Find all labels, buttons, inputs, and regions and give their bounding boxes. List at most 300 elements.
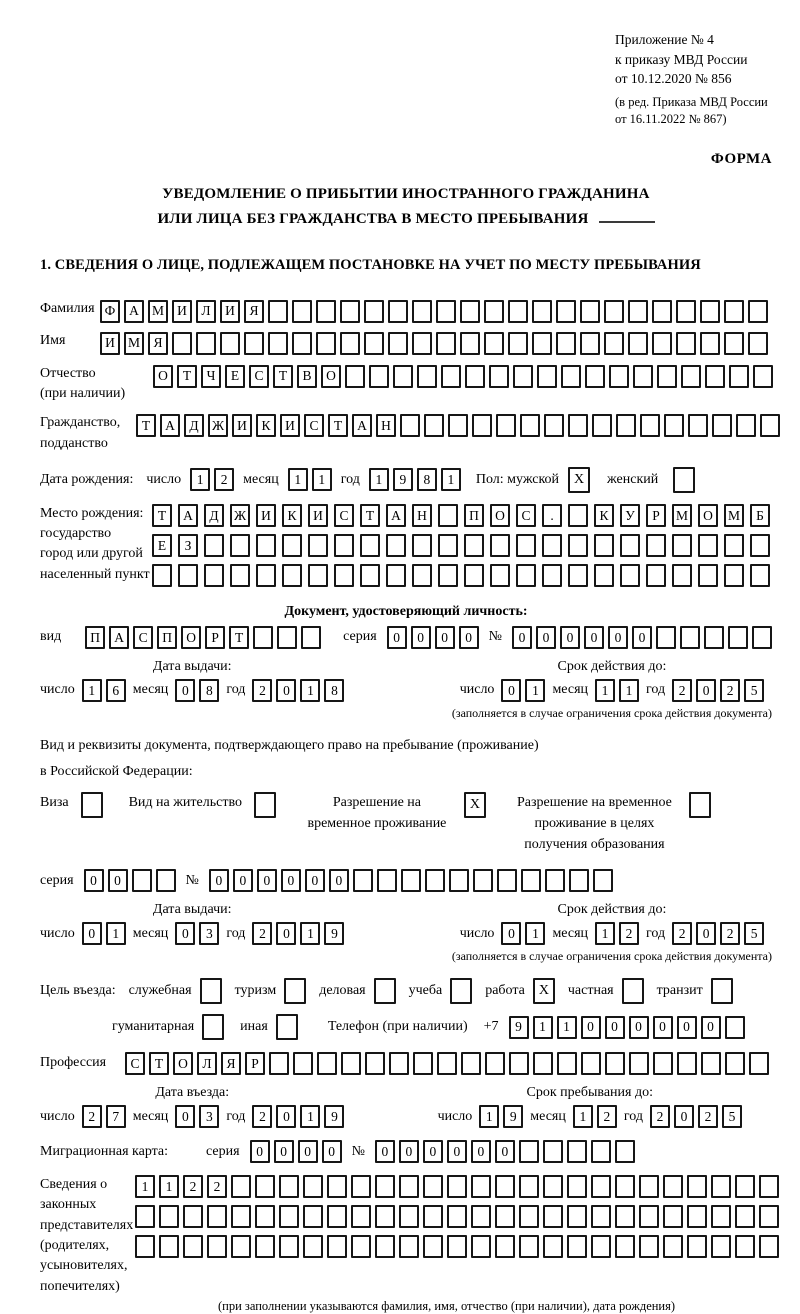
letter-cell[interactable] <box>292 300 312 323</box>
letter-cell[interactable]: Я <box>221 1052 241 1075</box>
letter-cell[interactable] <box>591 1140 611 1163</box>
purpose-rabota-checkbox[interactable]: X <box>533 978 555 1004</box>
letter-cell[interactable] <box>620 534 640 557</box>
letter-cell[interactable] <box>485 1052 505 1075</box>
issue-month-cells[interactable] <box>175 679 219 702</box>
letter-cell[interactable]: 1 <box>533 1016 553 1039</box>
letter-cell[interactable]: 1 <box>525 679 545 702</box>
letter-cell[interactable] <box>460 300 480 323</box>
letter-cell[interactable]: Т <box>152 504 172 527</box>
letter-cell[interactable]: 0 <box>233 869 253 892</box>
letter-cell[interactable] <box>159 1205 179 1228</box>
letter-cell[interactable]: Д <box>184 414 204 437</box>
letter-cell[interactable]: 9 <box>324 922 344 945</box>
letter-cell[interactable]: 2 <box>672 679 692 702</box>
letter-cell[interactable] <box>413 1052 433 1075</box>
letter-cell[interactable] <box>698 564 718 587</box>
letter-cell[interactable] <box>360 564 380 587</box>
letter-cell[interactable]: 0 <box>281 869 301 892</box>
residence-permit-checkbox[interactable] <box>254 792 276 818</box>
letter-cell[interactable]: С <box>334 504 354 527</box>
letter-cell[interactable] <box>561 365 581 388</box>
letter-cell[interactable] <box>567 1140 587 1163</box>
letter-cell[interactable] <box>759 1175 779 1198</box>
letter-cell[interactable]: 1 <box>595 922 615 945</box>
letter-cell[interactable] <box>334 564 354 587</box>
letter-cell[interactable]: 0 <box>701 1016 721 1039</box>
letter-cell[interactable]: Я <box>148 332 168 355</box>
letter-cell[interactable]: 1 <box>135 1175 155 1198</box>
letter-cell[interactable]: 0 <box>329 869 349 892</box>
letter-cell[interactable] <box>591 1235 611 1258</box>
letter-cell[interactable]: 2 <box>183 1175 203 1198</box>
letter-cell[interactable] <box>513 365 533 388</box>
letter-cell[interactable]: 1 <box>190 468 210 491</box>
letter-cell[interactable]: Т <box>229 626 249 649</box>
letter-cell[interactable]: С <box>516 504 536 527</box>
letter-cell[interactable] <box>633 365 653 388</box>
letter-cell[interactable] <box>735 1235 755 1258</box>
letter-cell[interactable] <box>135 1205 155 1228</box>
letter-cell[interactable] <box>615 1175 635 1198</box>
letter-cell[interactable] <box>594 564 614 587</box>
letter-cell[interactable]: Т <box>360 504 380 527</box>
letter-cell[interactable] <box>640 414 660 437</box>
letter-cell[interactable] <box>303 1235 323 1258</box>
letter-cell[interactable] <box>183 1235 203 1258</box>
letter-cell[interactable] <box>438 564 458 587</box>
letter-cell[interactable]: 1 <box>441 468 461 491</box>
residence-valid-year-cells[interactable] <box>672 922 764 945</box>
purpose-ucheba-checkbox[interactable] <box>450 978 472 1004</box>
letter-cell[interactable] <box>495 1175 515 1198</box>
letter-cell[interactable] <box>495 1205 515 1228</box>
letter-cell[interactable] <box>735 1175 755 1198</box>
letter-cell[interactable] <box>646 534 666 557</box>
letter-cell[interactable] <box>556 332 576 355</box>
letter-cell[interactable]: 0 <box>536 626 556 649</box>
letter-cell[interactable] <box>417 365 437 388</box>
letter-cell[interactable] <box>616 414 636 437</box>
letter-cell[interactable] <box>256 564 276 587</box>
letter-cell[interactable]: 2 <box>720 922 740 945</box>
letter-cell[interactable] <box>568 414 588 437</box>
letter-cell[interactable]: А <box>109 626 129 649</box>
letter-cell[interactable] <box>255 1175 275 1198</box>
letter-cell[interactable] <box>605 1052 625 1075</box>
letter-cell[interactable]: 9 <box>393 468 413 491</box>
purpose-chastnaya-checkbox[interactable] <box>622 978 644 1004</box>
letter-cell[interactable] <box>646 564 666 587</box>
stay-day-cells[interactable] <box>479 1105 523 1128</box>
letter-cell[interactable]: У <box>620 504 640 527</box>
letter-cell[interactable]: 2 <box>597 1105 617 1128</box>
letter-cell[interactable]: 0 <box>274 1140 294 1163</box>
letter-cell[interactable] <box>681 365 701 388</box>
letter-cell[interactable]: О <box>173 1052 193 1075</box>
letter-cell[interactable]: Р <box>205 626 225 649</box>
letter-cell[interactable] <box>677 1052 697 1075</box>
letter-cell[interactable] <box>701 1052 721 1075</box>
letter-cell[interactable]: А <box>160 414 180 437</box>
letter-cell[interactable] <box>399 1235 419 1258</box>
birth-month-cells[interactable] <box>288 468 332 491</box>
letter-cell[interactable]: Н <box>412 504 432 527</box>
letter-cell[interactable]: 3 <box>199 922 219 945</box>
letter-cell[interactable] <box>399 1175 419 1198</box>
letter-cell[interactable]: А <box>352 414 372 437</box>
letter-cell[interactable] <box>132 869 152 892</box>
entry-month-cells[interactable] <box>175 1105 219 1128</box>
letter-cell[interactable]: П <box>464 504 484 527</box>
letter-cell[interactable] <box>345 365 365 388</box>
letter-cell[interactable] <box>593 869 613 892</box>
letter-cell[interactable] <box>519 1205 539 1228</box>
letter-cell[interactable] <box>386 564 406 587</box>
letter-cell[interactable]: 1 <box>595 679 615 702</box>
letter-cell[interactable] <box>543 1205 563 1228</box>
letter-cell[interactable] <box>196 332 216 355</box>
letter-cell[interactable]: 0 <box>276 679 296 702</box>
letter-cell[interactable] <box>615 1140 635 1163</box>
letter-cell[interactable]: 0 <box>581 1016 601 1039</box>
letter-cell[interactable] <box>750 534 770 557</box>
letter-cell[interactable] <box>364 332 384 355</box>
migration-series-cells[interactable] <box>250 1140 342 1163</box>
letter-cell[interactable] <box>438 504 458 527</box>
letter-cell[interactable]: 5 <box>744 679 764 702</box>
profession-cells[interactable] <box>125 1052 769 1075</box>
migration-number-cells[interactable] <box>375 1140 635 1163</box>
letter-cell[interactable] <box>351 1175 371 1198</box>
letter-cell[interactable] <box>490 534 510 557</box>
letter-cell[interactable] <box>400 414 420 437</box>
birth-place-cells-row2[interactable] <box>152 534 770 557</box>
letter-cell[interactable] <box>135 1235 155 1258</box>
letter-cell[interactable]: М <box>124 332 144 355</box>
entry-year-cells[interactable] <box>252 1105 344 1128</box>
phone-cells[interactable] <box>509 1016 745 1039</box>
letter-cell[interactable]: 0 <box>501 922 521 945</box>
entry-day-cells[interactable] <box>82 1105 126 1128</box>
letter-cell[interactable]: С <box>133 626 153 649</box>
male-checkbox[interactable]: X <box>568 467 590 493</box>
letter-cell[interactable]: О <box>698 504 718 527</box>
purpose-tranzit-checkbox[interactable] <box>711 978 733 1004</box>
letter-cell[interactable] <box>568 534 588 557</box>
letter-cell[interactable] <box>639 1175 659 1198</box>
letter-cell[interactable] <box>728 626 748 649</box>
letter-cell[interactable]: Ч <box>201 365 221 388</box>
letter-cell[interactable] <box>516 534 536 557</box>
purpose-turizm-checkbox[interactable] <box>284 978 306 1004</box>
birth-place-cells-row3[interactable] <box>152 564 770 587</box>
letter-cell[interactable]: 0 <box>108 869 128 892</box>
letter-cell[interactable] <box>334 534 354 557</box>
legal-reps-cells-row3[interactable] <box>135 1235 779 1258</box>
letter-cell[interactable]: 1 <box>159 1175 179 1198</box>
letter-cell[interactable] <box>351 1205 371 1228</box>
letter-cell[interactable] <box>308 564 328 587</box>
letter-cell[interactable] <box>230 534 250 557</box>
letter-cell[interactable] <box>231 1175 251 1198</box>
letter-cell[interactable] <box>156 869 176 892</box>
letter-cell[interactable]: 1 <box>300 679 320 702</box>
letter-cell[interactable] <box>676 332 696 355</box>
letter-cell[interactable]: З <box>178 534 198 557</box>
letter-cell[interactable]: И <box>232 414 252 437</box>
letter-cell[interactable] <box>542 564 562 587</box>
letter-cell[interactable] <box>759 1205 779 1228</box>
letter-cell[interactable] <box>653 1052 673 1075</box>
letter-cell[interactable] <box>460 332 480 355</box>
letter-cell[interactable]: 1 <box>300 922 320 945</box>
letter-cell[interactable]: 0 <box>375 1140 395 1163</box>
letter-cell[interactable] <box>423 1235 443 1258</box>
letter-cell[interactable]: Т <box>149 1052 169 1075</box>
temp-residence-checkbox[interactable]: X <box>464 792 486 818</box>
letter-cell[interactable] <box>437 1052 457 1075</box>
purpose-delovaya-checkbox[interactable] <box>374 978 396 1004</box>
letter-cell[interactable] <box>604 300 624 323</box>
letter-cell[interactable] <box>569 869 589 892</box>
letter-cell[interactable]: 0 <box>322 1140 342 1163</box>
letter-cell[interactable]: Ж <box>208 414 228 437</box>
letter-cell[interactable]: 0 <box>629 1016 649 1039</box>
female-checkbox[interactable] <box>673 467 695 493</box>
letter-cell[interactable] <box>496 414 516 437</box>
letter-cell[interactable]: 2 <box>698 1105 718 1128</box>
letter-cell[interactable]: 2 <box>650 1105 670 1128</box>
letter-cell[interactable]: Ф <box>100 300 120 323</box>
letter-cell[interactable] <box>447 1235 467 1258</box>
letter-cell[interactable] <box>663 1235 683 1258</box>
letter-cell[interactable] <box>423 1175 443 1198</box>
letter-cell[interactable]: С <box>249 365 269 388</box>
letter-cell[interactable] <box>388 300 408 323</box>
letter-cell[interactable] <box>364 300 384 323</box>
letter-cell[interactable]: 0 <box>512 626 532 649</box>
letter-cell[interactable]: 1 <box>557 1016 577 1039</box>
letter-cell[interactable] <box>447 1205 467 1228</box>
letter-cell[interactable]: 0 <box>677 1016 697 1039</box>
letter-cell[interactable]: О <box>153 365 173 388</box>
letter-cell[interactable]: 0 <box>305 869 325 892</box>
letter-cell[interactable] <box>489 365 509 388</box>
letter-cell[interactable] <box>436 300 456 323</box>
letter-cell[interactable]: К <box>282 504 302 527</box>
letter-cell[interactable] <box>316 332 336 355</box>
letter-cell[interactable]: Р <box>245 1052 265 1075</box>
letter-cell[interactable] <box>591 1175 611 1198</box>
letter-cell[interactable] <box>724 332 744 355</box>
letter-cell[interactable] <box>256 534 276 557</box>
letter-cell[interactable]: 0 <box>276 922 296 945</box>
letter-cell[interactable]: Т <box>328 414 348 437</box>
letter-cell[interactable] <box>592 414 612 437</box>
letter-cell[interactable] <box>556 300 576 323</box>
letter-cell[interactable]: 0 <box>82 922 102 945</box>
letter-cell[interactable]: 0 <box>250 1140 270 1163</box>
letter-cell[interactable] <box>327 1205 347 1228</box>
letter-cell[interactable] <box>543 1175 563 1198</box>
letter-cell[interactable] <box>628 332 648 355</box>
residence-number-cells[interactable] <box>209 869 613 892</box>
letter-cell[interactable] <box>676 300 696 323</box>
letter-cell[interactable] <box>412 332 432 355</box>
letter-cell[interactable]: М <box>148 300 168 323</box>
letter-cell[interactable] <box>412 564 432 587</box>
letter-cell[interactable] <box>471 1235 491 1258</box>
letter-cell[interactable] <box>351 1235 371 1258</box>
letter-cell[interactable] <box>438 534 458 557</box>
letter-cell[interactable] <box>537 365 557 388</box>
letter-cell[interactable]: 2 <box>252 1105 272 1128</box>
letter-cell[interactable]: 9 <box>503 1105 523 1128</box>
letter-cell[interactable]: Л <box>196 300 216 323</box>
letter-cell[interactable] <box>207 1235 227 1258</box>
letter-cell[interactable] <box>353 869 373 892</box>
letter-cell[interactable]: И <box>172 300 192 323</box>
letter-cell[interactable]: Д <box>204 504 224 527</box>
letter-cell[interactable] <box>585 365 605 388</box>
residence-series-cells[interactable] <box>84 869 176 892</box>
letter-cell[interactable] <box>317 1052 337 1075</box>
letter-cell[interactable] <box>663 1175 683 1198</box>
letter-cell[interactable] <box>360 534 380 557</box>
letter-cell[interactable] <box>509 1052 529 1075</box>
letter-cell[interactable] <box>308 534 328 557</box>
letter-cell[interactable] <box>724 534 744 557</box>
letter-cell[interactable] <box>425 869 445 892</box>
letter-cell[interactable] <box>282 534 302 557</box>
residence-issue-year-cells[interactable] <box>252 922 344 945</box>
letter-cell[interactable] <box>680 626 700 649</box>
letter-cell[interactable] <box>652 332 672 355</box>
letter-cell[interactable]: 2 <box>252 922 272 945</box>
letter-cell[interactable]: 0 <box>605 1016 625 1039</box>
letter-cell[interactable] <box>629 1052 649 1075</box>
letter-cell[interactable] <box>567 1205 587 1228</box>
letter-cell[interactable] <box>749 1052 769 1075</box>
letter-cell[interactable]: 6 <box>106 679 126 702</box>
letter-cell[interactable]: Т <box>177 365 197 388</box>
letter-cell[interactable]: М <box>724 504 744 527</box>
doc-series-cells[interactable] <box>387 626 479 649</box>
letter-cell[interactable] <box>615 1205 635 1228</box>
letter-cell[interactable]: 8 <box>199 679 219 702</box>
letter-cell[interactable]: 7 <box>106 1105 126 1128</box>
letter-cell[interactable]: 0 <box>387 626 407 649</box>
letter-cell[interactable]: 0 <box>435 626 455 649</box>
letter-cell[interactable]: 8 <box>324 679 344 702</box>
letter-cell[interactable] <box>532 300 552 323</box>
letter-cell[interactable] <box>472 414 492 437</box>
letter-cell[interactable] <box>700 300 720 323</box>
letter-cell[interactable]: 2 <box>214 468 234 491</box>
letter-cell[interactable]: 0 <box>276 1105 296 1128</box>
letter-cell[interactable] <box>401 869 421 892</box>
letter-cell[interactable] <box>471 1175 491 1198</box>
letter-cell[interactable] <box>700 332 720 355</box>
letter-cell[interactable]: 0 <box>653 1016 673 1039</box>
letter-cell[interactable]: А <box>178 504 198 527</box>
letter-cell[interactable]: Н <box>376 414 396 437</box>
letter-cell[interactable]: 0 <box>560 626 580 649</box>
letter-cell[interactable] <box>711 1175 731 1198</box>
letter-cell[interactable]: И <box>100 332 120 355</box>
letter-cell[interactable] <box>220 332 240 355</box>
letter-cell[interactable] <box>279 1175 299 1198</box>
letter-cell[interactable] <box>449 869 469 892</box>
letter-cell[interactable]: 0 <box>175 679 195 702</box>
letter-cell[interactable] <box>533 1052 553 1075</box>
letter-cell[interactable] <box>301 626 321 649</box>
letter-cell[interactable] <box>568 564 588 587</box>
letter-cell[interactable] <box>687 1235 707 1258</box>
letter-cell[interactable] <box>543 1140 563 1163</box>
letter-cell[interactable] <box>657 365 677 388</box>
letter-cell[interactable] <box>516 564 536 587</box>
letter-cell[interactable]: К <box>594 504 614 527</box>
letter-cell[interactable] <box>412 534 432 557</box>
letter-cell[interactable]: 0 <box>209 869 229 892</box>
letter-cell[interactable]: 2 <box>207 1175 227 1198</box>
letter-cell[interactable] <box>698 534 718 557</box>
letter-cell[interactable] <box>399 1205 419 1228</box>
letter-cell[interactable]: Я <box>244 300 264 323</box>
letter-cell[interactable] <box>386 534 406 557</box>
letter-cell[interactable]: О <box>321 365 341 388</box>
letter-cell[interactable]: 8 <box>417 468 437 491</box>
letter-cell[interactable]: 0 <box>399 1140 419 1163</box>
letter-cell[interactable] <box>375 1235 395 1258</box>
letter-cell[interactable] <box>687 1205 707 1228</box>
letter-cell[interactable] <box>711 1235 731 1258</box>
letter-cell[interactable] <box>542 534 562 557</box>
legal-reps-cells-row1[interactable] <box>135 1175 779 1198</box>
letter-cell[interactable] <box>473 869 493 892</box>
letter-cell[interactable]: 0 <box>459 626 479 649</box>
letter-cell[interactable] <box>204 564 224 587</box>
residence-valid-day-cells[interactable] <box>501 922 545 945</box>
letter-cell[interactable] <box>663 1205 683 1228</box>
letter-cell[interactable]: П <box>85 626 105 649</box>
letter-cell[interactable] <box>340 300 360 323</box>
residence-valid-month-cells[interactable] <box>595 922 639 945</box>
purpose-sluzhebnaya-checkbox[interactable] <box>200 978 222 1004</box>
letter-cell[interactable]: Е <box>152 534 172 557</box>
letter-cell[interactable] <box>293 1052 313 1075</box>
letter-cell[interactable] <box>656 626 676 649</box>
letter-cell[interactable]: 1 <box>312 468 332 491</box>
letter-cell[interactable]: 3 <box>199 1105 219 1128</box>
letter-cell[interactable] <box>204 534 224 557</box>
citizenship-cells[interactable] <box>136 414 780 437</box>
letter-cell[interactable] <box>544 414 564 437</box>
letter-cell[interactable]: Т <box>273 365 293 388</box>
letter-cell[interactable] <box>316 300 336 323</box>
letter-cell[interactable] <box>282 564 302 587</box>
letter-cell[interactable] <box>735 1205 755 1228</box>
letter-cell[interactable]: И <box>308 504 328 527</box>
letter-cell[interactable] <box>183 1205 203 1228</box>
letter-cell[interactable] <box>724 564 744 587</box>
letter-cell[interactable]: 0 <box>175 1105 195 1128</box>
letter-cell[interactable] <box>393 365 413 388</box>
letter-cell[interactable] <box>412 300 432 323</box>
letter-cell[interactable] <box>568 504 588 527</box>
